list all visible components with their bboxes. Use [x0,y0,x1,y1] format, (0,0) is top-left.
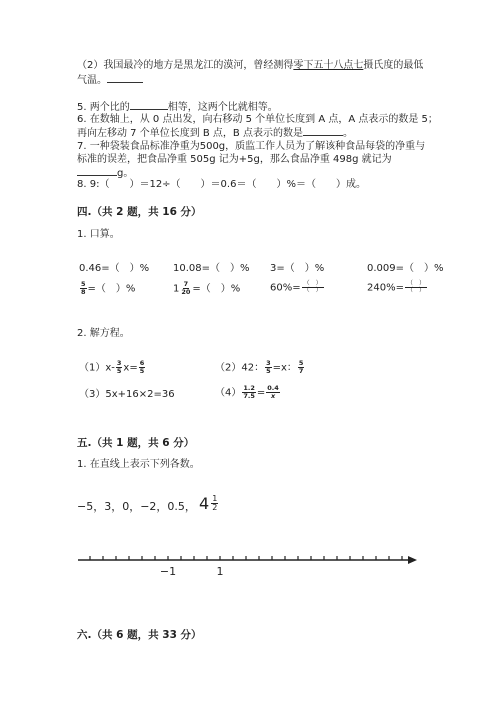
numerator: （ ） [303,280,322,287]
equations-title: 2. 解方程。 [77,328,130,339]
question-text: （2）我国最冷的地方是黑龙江的漠河，曾经测得 [77,60,294,71]
arrow-right-icon [408,556,417,564]
fraction [139,360,146,375]
mental-math-item [173,281,240,296]
denominator: 7 [298,367,304,375]
question-text: 60%= [270,282,301,294]
denominator: （ ） [303,287,322,294]
denominator: 8 [81,288,86,296]
question-7-line1: 7. 一种袋装食品标准净重为500g，质监工作人员为了解该种食品每袋的净重与 [77,141,426,152]
mental-math-item [367,281,428,295]
question-8: 8. 9:（ ）＝12÷（ ）＝0.6＝（ ）%＝（ ）成。 [77,179,366,190]
mental-math-item [79,281,135,296]
fraction [211,495,218,512]
axis-label-pos1: 1 [216,565,224,578]
question-text: 相等，这两个比就相等。 [167,102,278,113]
denominator: （ ） [406,287,425,294]
question-text: 5. 两个比的 [77,102,130,113]
underlined-text: 零下五十八点七 [293,60,364,71]
whole-number: 1 [173,283,180,295]
answer-blank[interactable] [77,166,117,176]
number-line[interactable] [72,548,422,578]
question-7-line2: 标准的误差，把食品净重 505g 记为+5g，那么食品净重 498g 就记为 [77,154,392,165]
answer-blank[interactable] [130,100,168,110]
denominator: x [270,392,276,400]
equation-1 [79,360,146,375]
numerator: 1 [212,494,218,503]
equation-4 [215,385,281,400]
fraction [242,385,256,400]
axis-label-neg1: −1 [159,565,177,578]
mental-math-item [270,281,325,295]
denominator: 2 [212,503,218,512]
fraction [80,281,87,296]
mental-math-item: 0.009=（ ）% [367,263,444,274]
section-5-title: 五.（共 1 题，共 6 分） [77,437,195,449]
mental-math-item: 3=（ ）% [270,263,325,274]
denominator: 20 [181,288,191,296]
question-text: =（ ）% [192,283,241,295]
numerator: 7 [183,280,189,288]
equation-text: = [256,387,266,399]
section-4-title: 四.（共 2 题，共 16 分） [77,206,202,218]
question-line [77,59,423,72]
fraction [302,281,324,294]
numerator: 6 [139,359,145,367]
numerator: 5 [298,359,304,367]
number-line-question-title: 1. 在直线上表示下列各数。 [77,459,200,470]
numbers-list: −5，3，0，−2，0.5， [77,500,196,513]
denominator: 5 [266,367,271,375]
question-text: 再向左移动 7 个单位长度到 B 点，B 点表示的数是 [77,128,303,139]
mixed-number [199,494,219,513]
question-5 [77,100,278,114]
fraction [180,281,191,296]
question-6-line1: 6. 在数轴上，从 0 点出发，向右移动 5 个单位长度到 A 点，A 点表示的数是 5； [77,114,438,125]
answer-blank[interactable] [107,73,143,83]
section-6-title: 六.（共 6 题，共 33 分） [77,629,202,641]
equation-text: （1）x- [79,362,115,374]
equation-text: =x： [272,362,297,374]
mixed-whole: 4 [199,494,210,513]
equation-text: x= [123,362,138,374]
fraction [116,360,123,375]
numerator: 0.4 [267,384,279,392]
equation-text: （2）42： [215,362,265,374]
question-text: 摄氏度的最低 [363,60,424,71]
numerator: 3 [116,359,122,367]
denominator: 7.5 [243,392,255,400]
fraction [265,360,272,375]
answer-blank[interactable] [303,126,343,136]
mental-math-item: 0.46=（ ）% [79,263,150,274]
numerator: （ ） [406,280,425,287]
mental-math-title: 1. 口算。 [77,229,120,240]
denominator: 5 [116,367,122,375]
question-text: g。 [117,168,134,179]
question-text: 气温。 [77,75,107,86]
question-6-line2 [77,126,353,140]
equation-text: （4） [215,387,242,399]
question-text: 。 [342,128,353,139]
question-line [77,73,143,87]
mental-math-item: 10.08=（ ）% [173,263,250,274]
question-text: =（ ）% [87,283,136,295]
fraction [266,385,280,400]
numerator: 5 [81,280,86,288]
numerator: 3 [266,359,271,367]
fraction [298,360,305,375]
denominator: 5 [139,367,145,375]
numerator: 1.2 [243,384,255,392]
fraction [405,281,427,294]
equation-3: （3）5x+16×2=36 [79,389,175,400]
question-text: 240%= [367,282,404,294]
mixed-number-value [199,494,219,513]
equation-2 [215,360,305,375]
